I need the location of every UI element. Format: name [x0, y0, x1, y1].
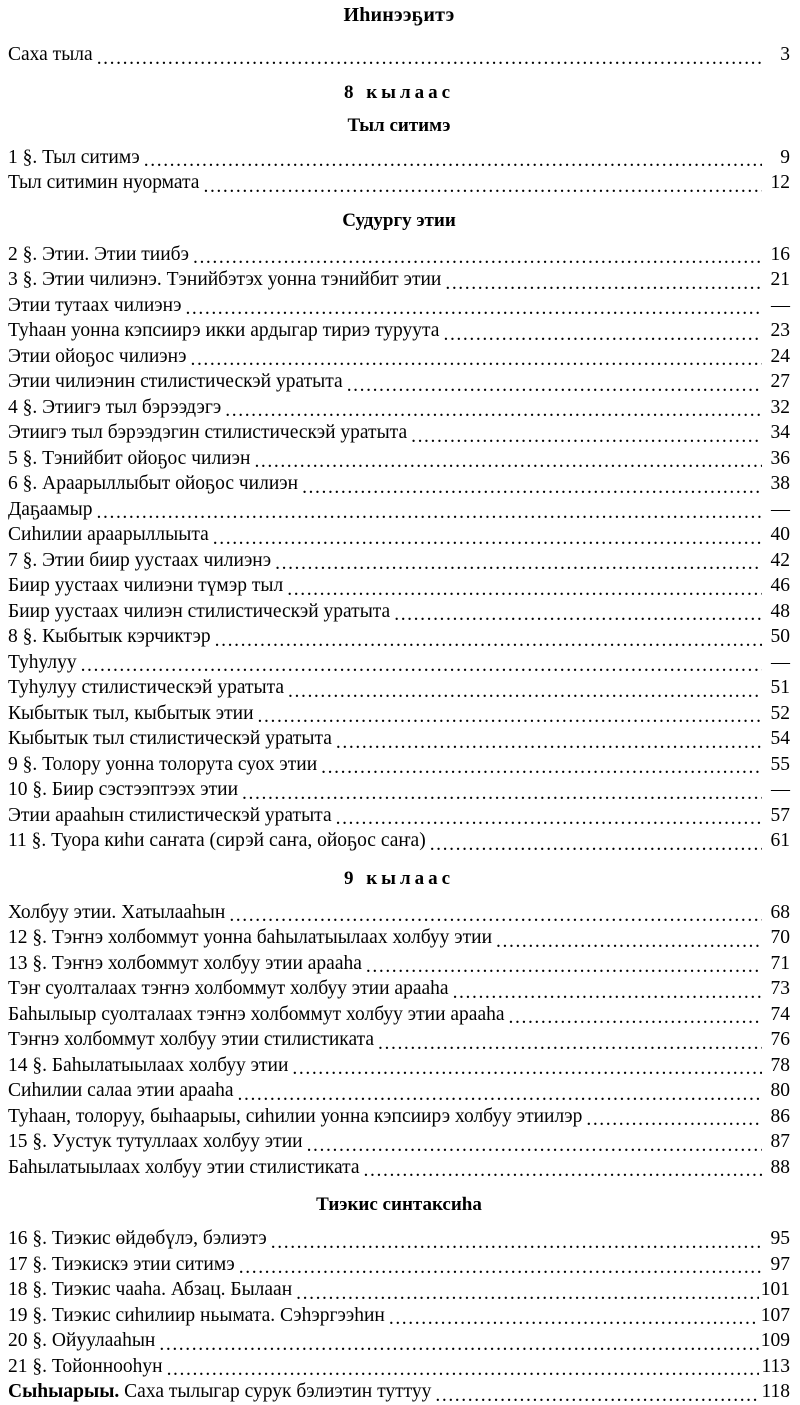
toc-entry-label: Баһылатыылаах холбуу этии стилистиката	[8, 1156, 360, 1178]
toc-page-number: 50	[770, 626, 790, 647]
toc-page-number: 32	[770, 396, 790, 418]
toc-page-number: 40	[770, 524, 790, 545]
toc-entry[interactable]	[8, 726, 790, 752]
toc-leader-dots	[389, 1309, 759, 1328]
toc-page-number: 9	[780, 146, 790, 168]
toc-page-number: 107	[760, 1304, 790, 1326]
toc-page-number: 74	[770, 1003, 790, 1025]
toc-entry-label: 17 §. Тиэкискэ этии ситимэ	[8, 1253, 235, 1275]
toc-entry[interactable]	[8, 344, 790, 370]
section-heading: Тыл ситимэ	[347, 114, 451, 136]
toc-entry[interactable]	[8, 650, 790, 676]
page-title: Иһинээҕитэ	[343, 4, 455, 26]
toc-leader-dots	[167, 1360, 760, 1379]
toc-entry[interactable]	[8, 752, 790, 778]
toc-leader-dots	[347, 376, 762, 395]
toc-leader-dots	[229, 906, 762, 925]
toc-page-number: 57	[770, 804, 790, 826]
toc-page-number: 42	[770, 549, 790, 571]
toc-leader-dots	[193, 248, 762, 267]
toc-entry[interactable]	[8, 1328, 790, 1354]
toc-entry-label: 15 §. Уустук тутуллаах холбуу этии	[8, 1131, 303, 1152]
toc-leader-dots	[144, 151, 762, 170]
toc-leader-dots	[213, 529, 762, 548]
toc-entry[interactable]	[8, 1002, 790, 1028]
toc-entry-label: 6 §. Араарыллыбыт ойоҕос чилиэн	[8, 473, 299, 494]
toc-leader-dots	[411, 427, 762, 446]
toc-entry-label: Туһаан, толоруу, быһаарыы, сиһилии уонна кэпсиирэ холбуу этиилэр	[8, 1105, 583, 1127]
toc-entry[interactable]	[8, 267, 790, 293]
toc-entry-label: 2 §. Этии. Этии тиибэ	[8, 243, 189, 265]
toc-entry[interactable]	[8, 803, 790, 829]
toc-page-number: 23	[770, 320, 790, 341]
toc-entry[interactable]	[8, 828, 790, 854]
toc-leader-dots	[242, 784, 762, 803]
toc-page-number: 52	[770, 702, 790, 724]
toc-entry-label: Баһылыыр суолталаах тэҥнэ холбоммут холбуу этии арааһа	[8, 1003, 505, 1025]
toc-content	[0, 2, 800, 1405]
toc-entry[interactable]	[8, 522, 790, 548]
toc-leader-dots	[336, 733, 762, 752]
toc-entry[interactable]	[8, 293, 790, 319]
toc-entry-label: 16 §. Тиэкис өйдөбүлэ, бэлиэтэ	[8, 1228, 267, 1249]
toc-entry-label: Этии ойоҕос чилиэнэ	[8, 345, 187, 367]
toc-entry[interactable]	[8, 1104, 790, 1130]
toc-leader-dots	[378, 1034, 762, 1053]
toc-leader-dots	[336, 809, 762, 828]
toc-entry[interactable]	[8, 624, 790, 650]
toc-entry-label: Даҕаамыр	[8, 498, 93, 520]
toc-entry[interactable]	[8, 318, 790, 344]
toc-entry[interactable]	[8, 951, 790, 977]
toc-leader-dots	[97, 503, 762, 522]
toc-leader-dots	[453, 983, 762, 1002]
toc-page-number: 87	[770, 1131, 790, 1152]
toc-entry[interactable]	[8, 170, 790, 196]
toc-entry[interactable]	[8, 1277, 790, 1303]
toc-entry-label: Тэҥ суолталаах тэҥнэ холбоммут холбуу этии арааһа	[8, 978, 449, 999]
section-heading: Тиэкис синтаксиһа	[316, 1194, 482, 1215]
toc-entry-label: 18 §. Тиэкис чааһа. Абзац. Былаан	[8, 1279, 293, 1300]
toc-leader-dots	[97, 49, 762, 68]
toc-leader-dots	[509, 1008, 762, 1027]
toc-entry-label: Этии арааһын стилистическэй уратыта	[8, 804, 332, 826]
toc-leader-dots	[275, 554, 762, 573]
toc-entry[interactable]	[8, 976, 790, 1002]
toc-entry[interactable]	[8, 1354, 790, 1380]
toc-page-number: 118	[761, 1381, 790, 1402]
toc-leader-dots	[239, 1258, 762, 1277]
toc-leader-dots	[292, 1059, 762, 1078]
toc-leader-dots	[238, 1085, 763, 1104]
toc-leader-dots	[254, 452, 762, 471]
toc-leader-dots	[302, 478, 762, 497]
toc-leader-dots	[445, 274, 762, 293]
toc-entry-label: Этии чилиэнин стилистическэй уратыта	[8, 371, 343, 392]
toc-page-number: 86	[770, 1105, 790, 1127]
toc-page-number: —	[771, 498, 790, 520]
toc-entry-label: Тыл ситимин нуормата	[8, 172, 200, 193]
toc-entry-label: 7 §. Этии биир уустаах чилиэнэ	[8, 549, 272, 571]
toc-entry-label: Кыбытык тыл, кыбытык этии	[8, 702, 254, 724]
toc-page-number: 12	[770, 172, 790, 193]
toc-leader-dots	[287, 580, 762, 599]
toc-page-number: 113	[761, 1355, 790, 1377]
toc-leader-dots	[430, 835, 762, 854]
toc-entry[interactable]	[8, 1226, 790, 1252]
toc-entry-label: Саха тыла	[8, 44, 93, 65]
toc-page-number: —	[771, 779, 790, 800]
toc-entry-label: 20 §. Ойуулааһын	[8, 1330, 156, 1351]
toc-entry[interactable]	[8, 599, 790, 625]
toc-entry-label: Биир уустаах чилиэни түмэр тыл	[8, 575, 284, 596]
toc-entry-label: 12 §. Тэҥнэ холбоммут уонна баһылатыылаах холбуу этии	[8, 927, 493, 948]
toc-page-number: 95	[770, 1228, 790, 1249]
toc-page-number: 80	[770, 1080, 790, 1101]
toc-page-number: 48	[770, 600, 790, 622]
toc-entry-label: 4 §. Этиигэ тыл бэрээдэгэ	[8, 396, 222, 418]
toc-leader-dots	[203, 177, 762, 196]
toc-entry[interactable]	[8, 395, 790, 421]
toc-entry[interactable]	[8, 777, 790, 803]
toc-entry-label: Этии тутаах чилиэнэ	[8, 294, 182, 316]
toc-page-number: 3	[780, 44, 790, 65]
toc-page-number: 36	[770, 447, 790, 469]
toc-entry-label: 10 §. Биир сэстээптээх этии	[8, 779, 239, 800]
toc-entry[interactable]	[8, 420, 790, 446]
toc-entry-label: 9 §. Толору уонна толорута суох этии	[8, 753, 318, 775]
toc-page-number: 51	[770, 677, 790, 698]
toc-leader-dots	[586, 1110, 762, 1129]
toc-entry[interactable]	[8, 1155, 790, 1181]
toc-entry-label: 3 §. Этии чилиэнэ. Тэнийбэтэх уонна тэнийбит этии	[8, 269, 442, 290]
table-of-contents-page	[0, 2, 800, 1402]
toc-page-number: 78	[770, 1054, 790, 1076]
toc-page-number: 34	[770, 422, 790, 443]
toc-entry[interactable]	[8, 1252, 790, 1278]
toc-entry-label: 1 §. Тыл ситимэ	[8, 146, 140, 168]
toc-entry[interactable]	[8, 369, 790, 395]
toc-leader-dots	[225, 401, 762, 420]
toc-list	[8, 42, 790, 1405]
toc-page-number: 76	[770, 1029, 790, 1050]
toc-entry[interactable]	[8, 675, 790, 701]
toc-entry[interactable]	[8, 242, 790, 268]
section-heading: 9 кылаас	[343, 867, 455, 889]
toc-page-number: —	[771, 294, 790, 316]
toc-page-number: 101	[760, 1279, 790, 1300]
toc-leader-dots	[443, 325, 762, 344]
section-heading: 8 кылаас	[343, 81, 455, 103]
toc-entry[interactable]	[8, 548, 790, 574]
toc-entry-label: Туһулуу стилистическэй уратыта	[8, 677, 285, 698]
toc-entry-label: 11 §. Туора киһи саҥата (сирэй саҥа, ойоҕос саҥа)	[8, 830, 426, 851]
toc-entry-label: Сыһыарыы. Саха тылыгар сурук бэлиэтин туттуу	[8, 1381, 432, 1402]
toc-leader-dots	[271, 1233, 762, 1252]
toc-page-number: 71	[770, 952, 790, 974]
toc-entry[interactable]	[8, 1078, 790, 1104]
toc-entry-label: 14 §. Баһылатыылаах холбуу этии	[8, 1054, 289, 1076]
toc-page-number: 38	[770, 473, 790, 494]
toc-entry-label: 19 §. Тиэкис сиһилиир ньымата. Сэһэргээһин	[8, 1304, 385, 1326]
toc-entry[interactable]	[8, 573, 790, 599]
toc-page-number: 97	[770, 1253, 790, 1275]
toc-entry-label: 8 §. Кыбытык кэрчиктэр	[8, 626, 211, 647]
toc-entry-label: Этиигэ тыл бэрээдэгин стилистическэй уратыта	[8, 422, 408, 443]
toc-entry-label: Холбуу этии. Хатылааһын	[8, 901, 226, 923]
toc-entry[interactable]	[8, 701, 790, 727]
toc-entry-label: Биир уустаах чилиэн стилистическэй уратыта	[8, 600, 391, 622]
toc-entry-label: Туһулуу	[8, 651, 77, 673]
toc-page-number: 46	[770, 575, 790, 596]
toc-leader-dots	[366, 957, 762, 976]
toc-entry[interactable]	[8, 900, 790, 926]
toc-leader-dots	[288, 682, 762, 701]
toc-leader-dots	[159, 1335, 758, 1354]
toc-page-number: 68	[770, 901, 790, 923]
toc-page-number: —	[771, 651, 790, 673]
toc-leader-dots	[435, 1386, 759, 1405]
toc-leader-dots	[185, 299, 762, 318]
toc-page-number: 70	[770, 927, 790, 948]
toc-entry-label: Тэҥнэ холбоммут холбуу этии стилистиката	[8, 1029, 375, 1050]
toc-entry[interactable]	[8, 1303, 790, 1329]
toc-entry[interactable]	[8, 497, 790, 523]
section-heading: Судургу этии	[342, 209, 456, 231]
toc-page-number: 73	[770, 978, 790, 999]
toc-entry-label: Кыбытык тыл стилистическэй уратыта	[8, 728, 332, 749]
toc-page-number: 109	[760, 1330, 790, 1351]
toc-page-number: 24	[770, 345, 790, 367]
toc-page-number: 54	[770, 728, 790, 749]
toc-entry[interactable]	[8, 42, 790, 68]
toc-leader-dots	[364, 1161, 762, 1180]
toc-entry[interactable]	[8, 1027, 790, 1053]
toc-leader-dots	[496, 932, 762, 951]
toc-page-number: 16	[770, 243, 790, 265]
toc-entry[interactable]	[8, 1379, 790, 1405]
toc-entry[interactable]	[8, 925, 790, 951]
toc-entry[interactable]	[8, 1129, 790, 1155]
toc-page-number: 88	[770, 1156, 790, 1178]
toc-entry[interactable]	[8, 145, 790, 171]
toc-entry-label: Сиһилии салаа этии арааһа	[8, 1080, 234, 1101]
toc-leader-dots	[321, 758, 762, 777]
toc-leader-dots	[296, 1284, 759, 1303]
toc-entry[interactable]	[8, 1053, 790, 1079]
toc-leader-dots	[307, 1136, 762, 1155]
toc-entry[interactable]	[8, 446, 790, 472]
toc-leader-dots	[394, 605, 762, 624]
toc-page-number: 55	[770, 753, 790, 775]
toc-page-number: 61	[770, 830, 790, 851]
toc-page-number: 21	[770, 269, 790, 290]
toc-entry-label: Туһаан уонна кэпсиирэ икки ардыгар тириэ туруута	[8, 320, 440, 341]
toc-entry[interactable]	[8, 471, 790, 497]
toc-leader-dots	[190, 350, 762, 369]
toc-leader-dots	[258, 707, 762, 726]
toc-entry-label: Сиһилии араарыллыыта	[8, 524, 209, 545]
toc-entry-label: 5 §. Тэнийбит ойоҕос чилиэн	[8, 447, 251, 469]
toc-entry-label: 21 §. Тойоннооһун	[8, 1355, 163, 1377]
toc-leader-dots	[81, 656, 762, 675]
toc-page-number: 27	[770, 371, 790, 392]
toc-leader-dots	[215, 631, 762, 650]
toc-entry-label: 13 §. Тэҥнэ холбоммут холбуу этии арааһа	[8, 952, 362, 974]
